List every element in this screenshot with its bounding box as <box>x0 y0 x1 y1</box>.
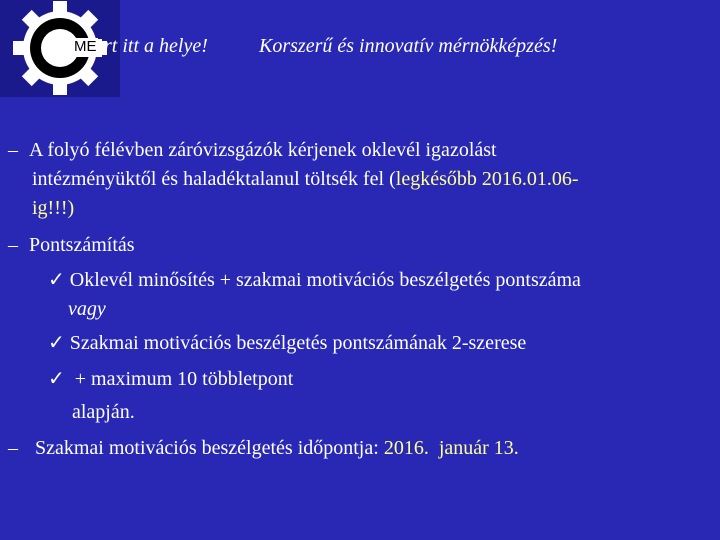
header-slogan-right: Korszerű és innovatív mérnökképzés! <box>259 35 558 57</box>
item2-label: Pontszámítás <box>29 234 135 256</box>
checkmark-icon: ✓ <box>48 368 65 390</box>
logo <box>0 0 120 97</box>
checkmark-icon: ✓ <box>48 269 65 291</box>
dash-bullet: – <box>8 139 18 161</box>
gear-c-logo-icon <box>0 0 120 97</box>
item1-line3: ig!!!) <box>32 197 75 219</box>
bullet-item-2 <box>8 231 135 260</box>
sub-item-3-cont: alapján. <box>72 401 135 423</box>
sub-item-text: Szakmai motivációs beszélgetés pontszámának 2-szerese <box>69 332 527 354</box>
sub-item-2 <box>48 329 526 358</box>
header-slogan-left: rt itt a helye! <box>104 35 208 57</box>
checkmark-icon: ✓ <box>48 332 65 354</box>
item1-line1: A folyó félévben záróvizsgázók kérjenek oklevél igazolást <box>29 139 497 161</box>
logo-text: ME <box>74 38 97 55</box>
sub-item-text: + maximum 10 többletpont <box>69 368 294 390</box>
interview-date: 2016. január 13. <box>383 437 519 459</box>
sub-item-or: vagy <box>68 298 106 320</box>
bullet-item-3 <box>8 434 519 463</box>
sub-item-1 <box>48 266 581 295</box>
item3-text: Szakmai motivációs beszélgetés időpontja: <box>35 437 384 459</box>
item1-line2 <box>32 165 579 194</box>
sub-item-text: Oklevél minősítés + szakmai motivációs beszélgetés pontszáma <box>69 269 581 291</box>
deadline-highlight: legkésőbb 2016.01.06- <box>395 168 579 190</box>
dash-bullet: – <box>8 437 18 459</box>
item1-line2-text: intézményüktől és haladéktalanul töltsék fel ( <box>32 168 396 190</box>
bullet-item-1 <box>8 136 497 165</box>
dash-bullet: – <box>8 234 18 256</box>
sub-item-3 <box>48 365 293 394</box>
